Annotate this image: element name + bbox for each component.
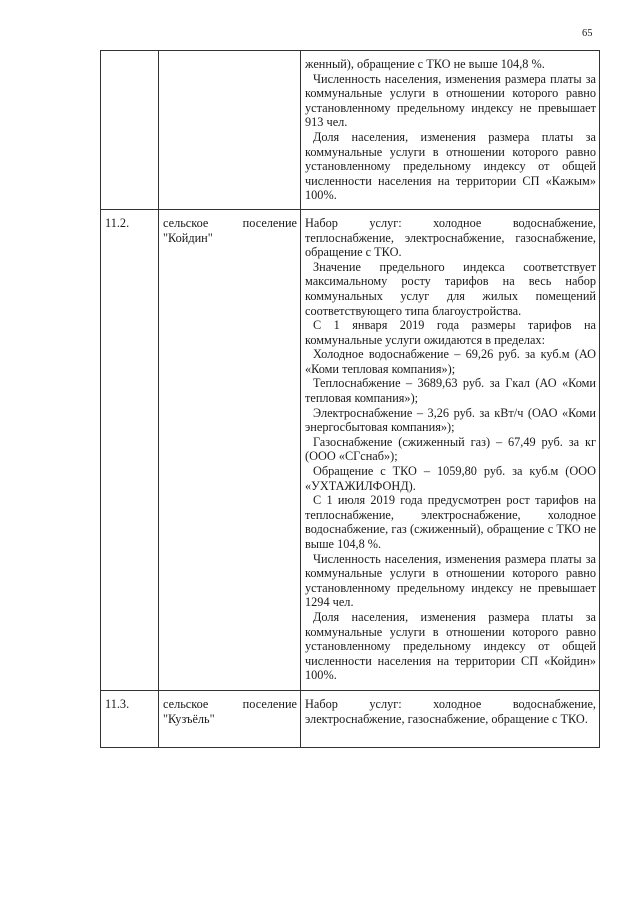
description-cell [301,690,600,747]
settlement-type: сельское поселение [163,215,297,230]
table-row [101,690,600,747]
row-number-cell: 11.2. [101,209,159,690]
description-paragraph: С 1 июля 2019 года предусмотрен рост тарифов на теплоснабжение, электроснабжение, холодное водоснабжение, газ (сжиженный), обращение с ТКО не выше 104,8 %. [305,493,596,551]
description-paragraph: С 1 января 2019 года размеры тарифов на коммунальные услуги ожидаются в пределах: [305,318,596,347]
description-paragraph: женный), обращение с ТКО не выше 104,8 %. [305,57,545,71]
description-paragraph: Обращение с ТКО – 1059,80 руб. за куб.м (ООО «УХТАЖИЛФОНД). [305,464,596,493]
description-paragraph: Численность населения, изменения размера платы за коммунальные услуги в отношении которого равно установленному предельному индексу не превышает 1294 чел. [305,551,596,610]
description-paragraph: Теплоснабжение – 3689,63 руб. за Гкал (АО «Коми тепловая компания»); [305,376,596,406]
settlement-name-cell [159,690,301,747]
row-number-cell [101,51,159,210]
settlement-name: "Койдин" [163,230,213,245]
description-paragraph: Электроснабжение – 3,26 руб. за кВт/ч (ОАО «Коми энергосбытовая компания»); [305,405,596,435]
tariff-table-body [101,51,600,748]
description-cell [301,51,600,210]
settlement-type: сельское поселение [163,696,297,711]
description-paragraph: Доля населения, изменения размера платы за коммунальные услуги в отношении которого равно установленному предельному индексу от общей численности населения на территории СП «Кажым» 100%. [305,129,596,203]
settlement-name: "Кузъёль" [163,711,215,726]
description-paragraph: Холодное водоснабжение – 69,26 руб. за куб.м (АО «Коми тепловая компания»); [305,347,596,376]
description-paragraph: Газоснабжение (сжиженный газ) – 67,49 руб. за кг (ООО «СГснаб»); [305,434,596,464]
description-paragraph: Численность населения, изменения размера платы за коммунальные услуги в отношении которого равно установленному предельному индексу не превышает 913 чел. [305,71,596,130]
row-number-cell: 11.3. [101,690,159,747]
page-number: 65 [582,28,593,39]
description-paragraph: Значение предельного индекса соответствует максимальному росту тарифов на весь набор коммунальных услуг для жилых помещений соответствующего типа благоустройства. [305,259,596,318]
description-paragraph: Набор услуг: холодное водоснабжение, электроснабжение, газоснабжение, обращение с ТКО. [305,696,596,726]
settlement-name-cell [159,51,301,210]
description-cell [301,209,600,690]
settlement-name-cell [159,209,301,690]
tariff-table [100,50,600,748]
description-paragraph: Доля населения, изменения размера платы за коммунальные услуги в отношении которого равно установленному предельному индексу от общей численности населения на территории СП «Койдин» 100%. [305,609,596,683]
description-paragraph: Набор услуг: холодное водоснабжение, теплоснабжение, электроснабжение, газоснабжение, обращение с ТКО. [305,215,596,260]
table-row [101,51,600,210]
table-row [101,209,600,690]
